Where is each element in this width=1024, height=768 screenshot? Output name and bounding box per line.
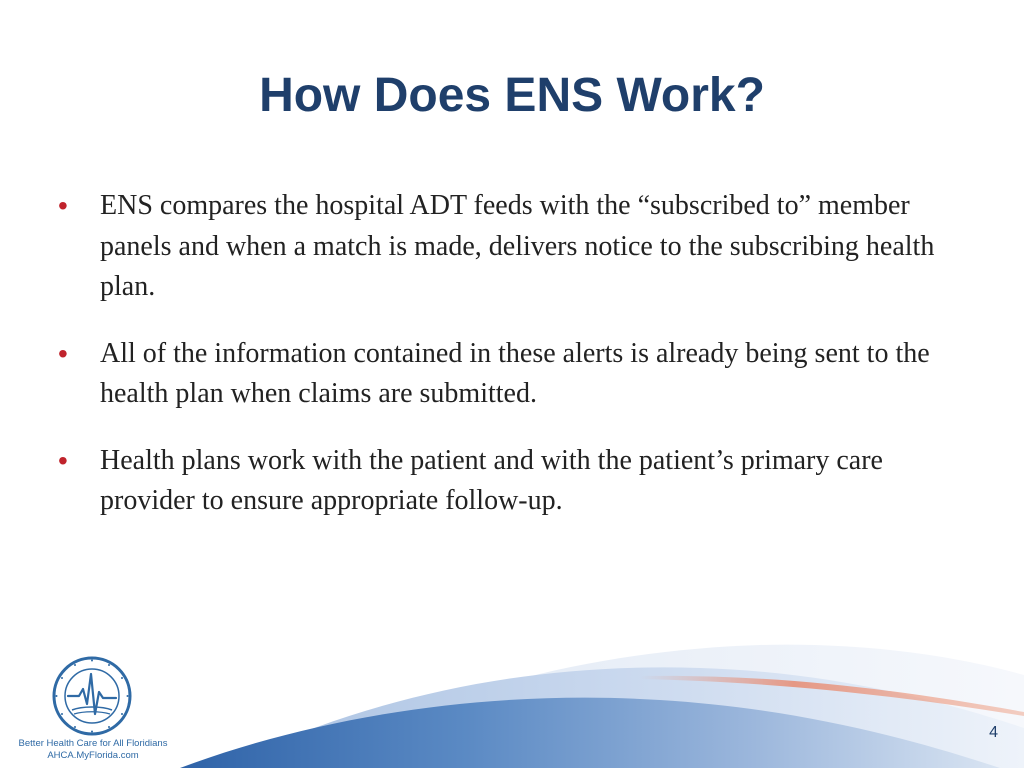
bullet-icon: • [58, 337, 68, 369]
bullet-list [58, 186, 978, 548]
ahca-logo-icon [52, 656, 132, 736]
bullet-text: All of the information contained in these alerts is already being sent to the health plan when claims are submitted. [100, 337, 930, 409]
page-number: 4 [989, 724, 998, 741]
bullet-icon: • [58, 190, 68, 221]
bullet-item [58, 186, 978, 308]
bullet-item [58, 441, 978, 522]
slide-title: How Does ENS Work? [259, 69, 765, 122]
tagline-text: Better Health Care for All Floridians [18, 738, 168, 749]
bullet-icon: • [58, 444, 68, 476]
bullet-text: ENS compares the hospital ADT feeds with the “subscribed to” member panels and when a match is made, delivers notice to the subscribing health plan. [100, 190, 935, 302]
bullet-text: Health plans work with the patient and with the patient’s primary care provider to ensure appropriate follow-up. [100, 444, 883, 516]
website-link[interactable]: AHCA.MyFlorida.com [47, 750, 139, 761]
footer-tagline [8, 738, 178, 762]
bullet-item [58, 334, 978, 415]
